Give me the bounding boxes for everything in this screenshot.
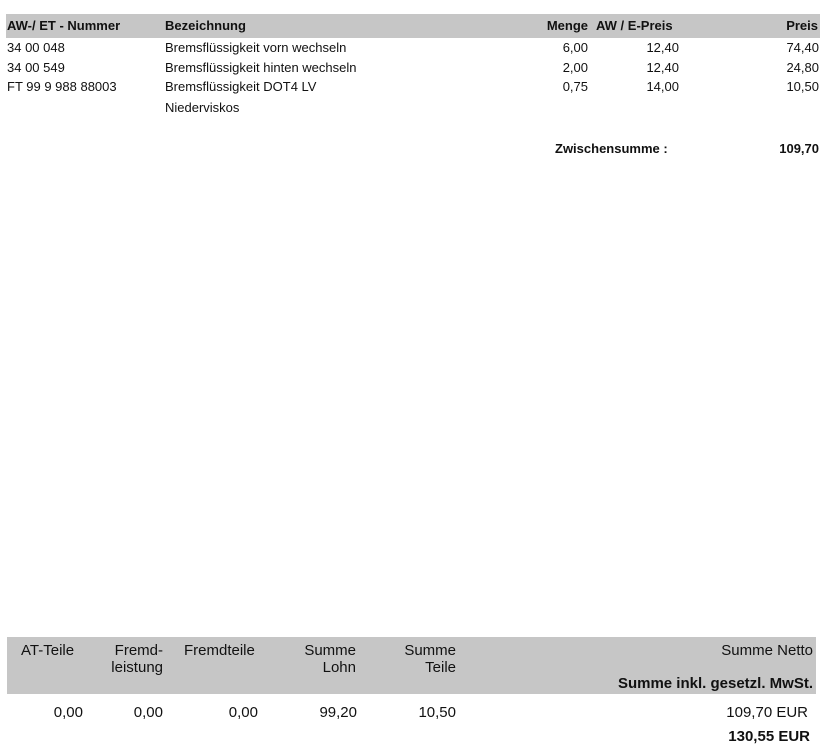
- summary-value-gross-total: 130,55 EUR: [728, 728, 810, 745]
- summary-value-sum-parts: 10,50: [418, 704, 456, 721]
- subtotal-value: 109,70: [779, 141, 819, 156]
- row-description: Bremsflüssigkeit hinten wechseln: [165, 60, 357, 75]
- row-quantity: 6,00: [562, 40, 588, 55]
- summary-header-net-total: Summe Netto: [721, 642, 813, 659]
- row-description-continued: Niederviskos: [165, 100, 240, 115]
- table-row: [0, 79, 830, 119]
- summary-header-sum-parts-line2: Teile: [425, 659, 456, 676]
- summary-header-sum-parts-line1: Summe: [404, 642, 456, 659]
- row-unit-price: 12,40: [646, 60, 679, 75]
- summary-header-gross-total: Summe inkl. gesetzl. MwSt.: [617, 675, 813, 692]
- row-quantity: 0,75: [562, 79, 588, 94]
- row-price: 74,40: [786, 40, 819, 55]
- summary-value-external-parts: 0,00: [228, 704, 258, 721]
- table-row: [0, 40, 830, 60]
- row-number: FT 99 9 988 88003: [7, 79, 117, 94]
- row-number: 34 00 549: [7, 60, 65, 75]
- header-quantity: Menge: [546, 18, 588, 33]
- row-unit-price: 14,00: [646, 79, 679, 94]
- summary-header-bar: [7, 637, 816, 694]
- summary-value-net-total: 109,70 EUR: [726, 704, 808, 721]
- header-description: Bezeichnung: [165, 18, 246, 33]
- summary-header-external-service-line1: Fremd-: [114, 642, 163, 659]
- header-price: Preis: [786, 18, 818, 33]
- summary-header-external-parts: Fremdteile: [184, 642, 255, 659]
- summary-header-sum-labor-line2: Lohn: [322, 659, 356, 676]
- row-price: 24,80: [786, 60, 819, 75]
- summary-header-external-service-line2: leistung: [111, 659, 163, 676]
- summary-value-external-service: 0,00: [133, 704, 163, 721]
- subtotal-label: Zwischensumme :: [555, 141, 668, 156]
- table-header-bar: [6, 14, 820, 38]
- header-number: AW-/ ET - Nummer: [7, 18, 121, 33]
- summary-value-at-parts: 0,00: [53, 704, 83, 721]
- summary-value-sum-labor: 99,20: [319, 704, 357, 721]
- row-description: Bremsflüssigkeit vorn wechseln: [165, 40, 347, 55]
- summary-header-sum-labor-line1: Summe: [304, 642, 356, 659]
- row-description: Bremsflüssigkeit DOT4 LV: [165, 79, 317, 94]
- summary-header-at-parts: AT-Teile: [21, 642, 75, 659]
- header-unit-price: AW / E-Preis: [596, 18, 673, 33]
- row-price: 10,50: [786, 79, 819, 94]
- table-row: [0, 60, 830, 80]
- row-quantity: 2,00: [562, 60, 588, 75]
- row-unit-price: 12,40: [646, 40, 679, 55]
- row-number: 34 00 048: [7, 40, 65, 55]
